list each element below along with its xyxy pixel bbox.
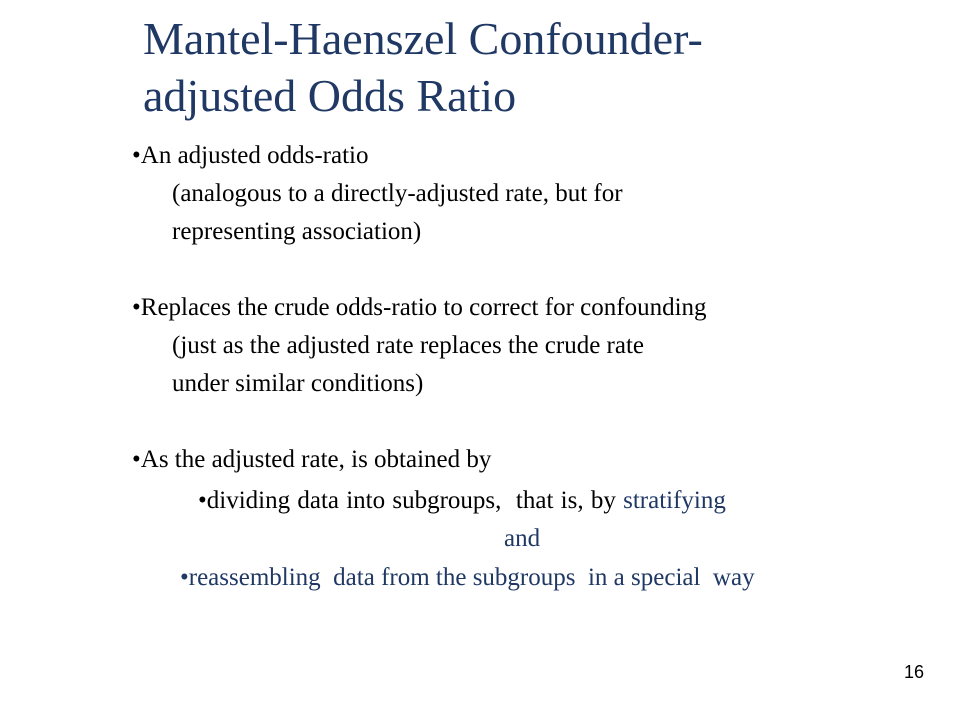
- sub-bullet-highlight: stratifying: [623, 487, 726, 514]
- bullet-text: As the adjusted rate, is obtained by: [140, 446, 492, 473]
- bullet-item-2: [132, 291, 707, 325]
- bullet-marker: •: [180, 564, 189, 591]
- connector-text: and: [504, 525, 541, 552]
- bullet-continuation: under similar conditions): [172, 370, 424, 397]
- bullet-continuation: (analogous to a directly-adjusted rate, but for: [172, 180, 623, 207]
- bullet-text: Replaces the crude odds-ratio to correct for confounding: [140, 294, 707, 321]
- bullet-item-1: [132, 139, 369, 173]
- bullet-item-3: [132, 443, 491, 477]
- title-line-2: adjusted Odds Ratio: [143, 70, 517, 121]
- bullet-text: An adjusted odds-ratio: [140, 142, 369, 169]
- bullet-marker: •: [198, 487, 207, 514]
- sub-bullet-item-1: [198, 484, 726, 518]
- bullet-continuation: (just as the adjusted rate replaces the crude rate: [172, 332, 644, 359]
- page-number: 16: [903, 662, 924, 682]
- bullet-marker: •: [132, 294, 141, 321]
- sub-bullet-highlight: reassembling data from the subgroups in a special way: [188, 564, 755, 591]
- title-line-1: Mantel-Haenszel Confounder-: [143, 13, 703, 64]
- sub-bullet-text: dividing data into subgroups, that is, by: [206, 487, 624, 514]
- bullet-marker: •: [132, 446, 141, 473]
- bullet-marker: •: [132, 142, 141, 169]
- bullet-continuation: representing association): [172, 218, 422, 245]
- sub-bullet-item-2: [180, 561, 755, 595]
